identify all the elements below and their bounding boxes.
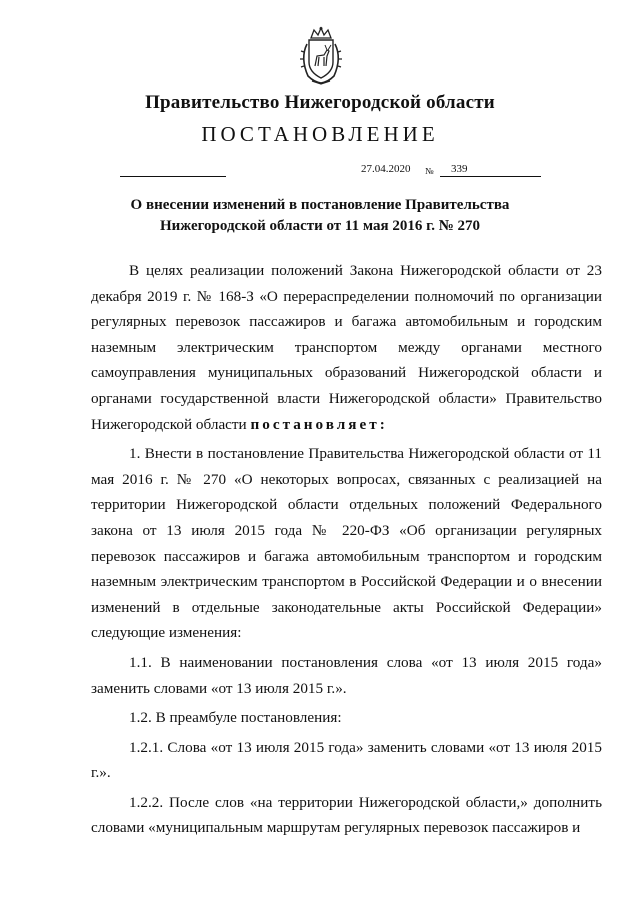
- document-body: [91, 258, 602, 845]
- preamble-paragraph: [91, 258, 602, 437]
- preamble-text: В целях реализации положений Закона Нижегородской области от 23 декабря 2019 г. № 168-З «О перераспределении полномочий по организации регулярных перевозок пассажиров и багажа автомобильным и городским наземным электрическим транспортом между органами местного самоуправления муниципальных образований Нижегородской области и органами государственной власти Нижегородской области» Правительство Нижегородской области: [91, 262, 602, 433]
- blank-line-left: [120, 176, 226, 177]
- document-subject: [120, 195, 520, 237]
- decree-word: постановляет:: [250, 415, 388, 433]
- paragraph-1-2-1: 1.2.1. Слова «от 13 июля 2015 года» заменить словами «от 13 июля 2015 г.».: [91, 738, 602, 782]
- coat-of-arms-icon: [296, 26, 346, 86]
- document-number: 339: [451, 163, 468, 175]
- subject-line-2: Нижегородской области от 11 мая 2016 г. № 270: [159, 218, 481, 234]
- document-date: 27.04.2020: [361, 163, 411, 175]
- paragraph-1-2-2: 1.2.2. После слов «на территории Нижегородской области,» дополнить словами «муниципальным маршрутам регулярных перевозок пассажиров и: [91, 793, 602, 837]
- number-sign: №: [425, 166, 434, 176]
- paragraph-1-2: 1.2. В преамбуле постановления:: [129, 709, 342, 727]
- subject-line-1: О внесении изменений в постановление Правительства: [130, 197, 510, 213]
- number-underline: [440, 176, 541, 177]
- paragraph-1-1: 1.1. В наименовании постановления слова «от 13 июля 2015 года» заменить словами «от 13 июля 2015 г.».: [91, 653, 602, 697]
- document-type: ПОСТАНОВЛЕНИЕ: [201, 122, 439, 146]
- paragraph-1: 1. Внести в постановление Правительства Нижегородской области от 11 мая 2016 г. № 270 «О некоторых вопросах, связанных с реализацией на территории Нижегородской области отдельных положений Федерального закона от 13 июля 2015 года № 220-ФЗ «Об организации регулярных перевозок пассажиров и багажа автомобильным транспортом и городским наземным электрическим транспортом в Российской Федерации и о внесении изменений в отдельные законодательные акты Российской Федерации» следующие изменения:: [91, 445, 602, 642]
- government-title: Правительство Нижегородской области: [145, 92, 495, 113]
